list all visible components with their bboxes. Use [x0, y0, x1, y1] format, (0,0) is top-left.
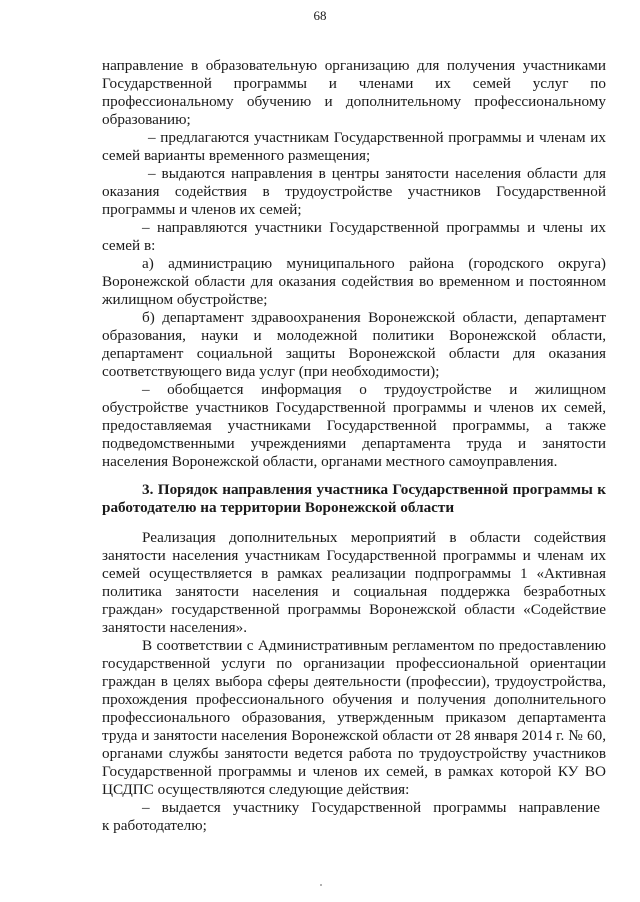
text-line: профессиональному обучению и дополнительному профессиональному	[102, 93, 606, 110]
page-number: 68	[313, 8, 327, 23]
text-line: граждан» государственной программы Воронежской области «Содействие	[102, 601, 606, 618]
section-heading: 3. Порядок направления участника Государственной программы к	[142, 481, 606, 498]
text-line: соответствующего вида услуг (при необходимости);	[102, 363, 440, 380]
text-line: Государственной программы и членами их семей услуг по	[102, 75, 606, 92]
text-line: политика занятости населения и социальная поддержка безработных	[102, 583, 606, 600]
text-line: Государственной программы и членов их семей, в рамках которой КУ ВО	[102, 763, 606, 780]
text-line: а) администрацию муниципального района (городского округа)	[142, 255, 606, 272]
text-line: ЦСДПС осуществляются следующие действия:	[102, 781, 410, 798]
text-line: Воронежской области для оказания содействия во временном и постоянном	[102, 273, 606, 290]
text-line: оказания содействия в трудоустройстве участников Государственной	[102, 183, 606, 200]
text-line: программы и членов их семей;	[102, 201, 302, 218]
text-line: к работодателю;	[102, 817, 207, 834]
text-line: жилищном обустройстве;	[102, 291, 268, 308]
text-line: государственной услуги по организации профессиональной ориентации	[102, 655, 606, 672]
text-line: – выдаются направления в центры занятости населения области для	[148, 165, 606, 182]
text-line: занятости населения».	[102, 619, 248, 636]
text-line: – предлагаются участникам Государственной программы и членам их	[148, 129, 606, 146]
section-heading: работодателю на территории Воронежской области	[102, 499, 455, 516]
text-line: б) департамент здравоохранения Воронежской области, департамент	[142, 309, 606, 326]
text-line: профессионального образования, утвержденным приказом департамента	[102, 709, 606, 726]
text-line: прохождения профессионального обучения и получения дополнительного	[102, 691, 606, 708]
text-line: – выдается участнику Государственной программы направление	[142, 799, 600, 816]
text-line: В соответствии с Административным регламентом по предоставлению	[142, 637, 606, 654]
text-line: труда и занятости населения Воронежской области от 28 января 2014 г. № 60,	[102, 727, 606, 744]
text-line: образованию;	[102, 111, 191, 128]
text-line: граждан в целях выбора сферы деятельности (профессии), трудоустройства,	[102, 673, 606, 690]
text-line: департамент социальной защиты Воронежской области для оказания	[102, 345, 606, 362]
text-line: направление в образовательную организацию для получения участниками	[102, 57, 606, 74]
text-line: – направляются участники Государственной программы и члены их	[142, 219, 606, 236]
text-line: подведомственными учреждениями департамента труда и занятости	[102, 435, 606, 452]
text-line: предоставляемая участниками Государственной программы, а также	[102, 417, 606, 434]
text-line: Реализация дополнительных мероприятий в области содействия	[142, 529, 606, 546]
text-line: образования, науки и молодежной политики Воронежской области,	[102, 327, 606, 344]
text-line: семей в:	[102, 237, 156, 254]
text-line: семей осуществляется в рамках реализации подпрограммы 1 «Активная	[102, 565, 606, 582]
scan-speck	[320, 884, 322, 886]
text-line: органами службы занятости ведется работа по трудоустройству участников	[102, 745, 606, 762]
text-line: – обобщается информация о трудоустройстве и жилищном	[142, 381, 606, 398]
text-line: семей варианты временного размещения;	[102, 147, 371, 164]
text-line: обустройстве участников Государственной программы и членов их семей,	[102, 399, 606, 416]
text-line: населения Воронежской области, органами местного самоуправления.	[102, 453, 558, 470]
text-line: занятости населения участникам Государственной программы и членам их	[102, 547, 606, 564]
